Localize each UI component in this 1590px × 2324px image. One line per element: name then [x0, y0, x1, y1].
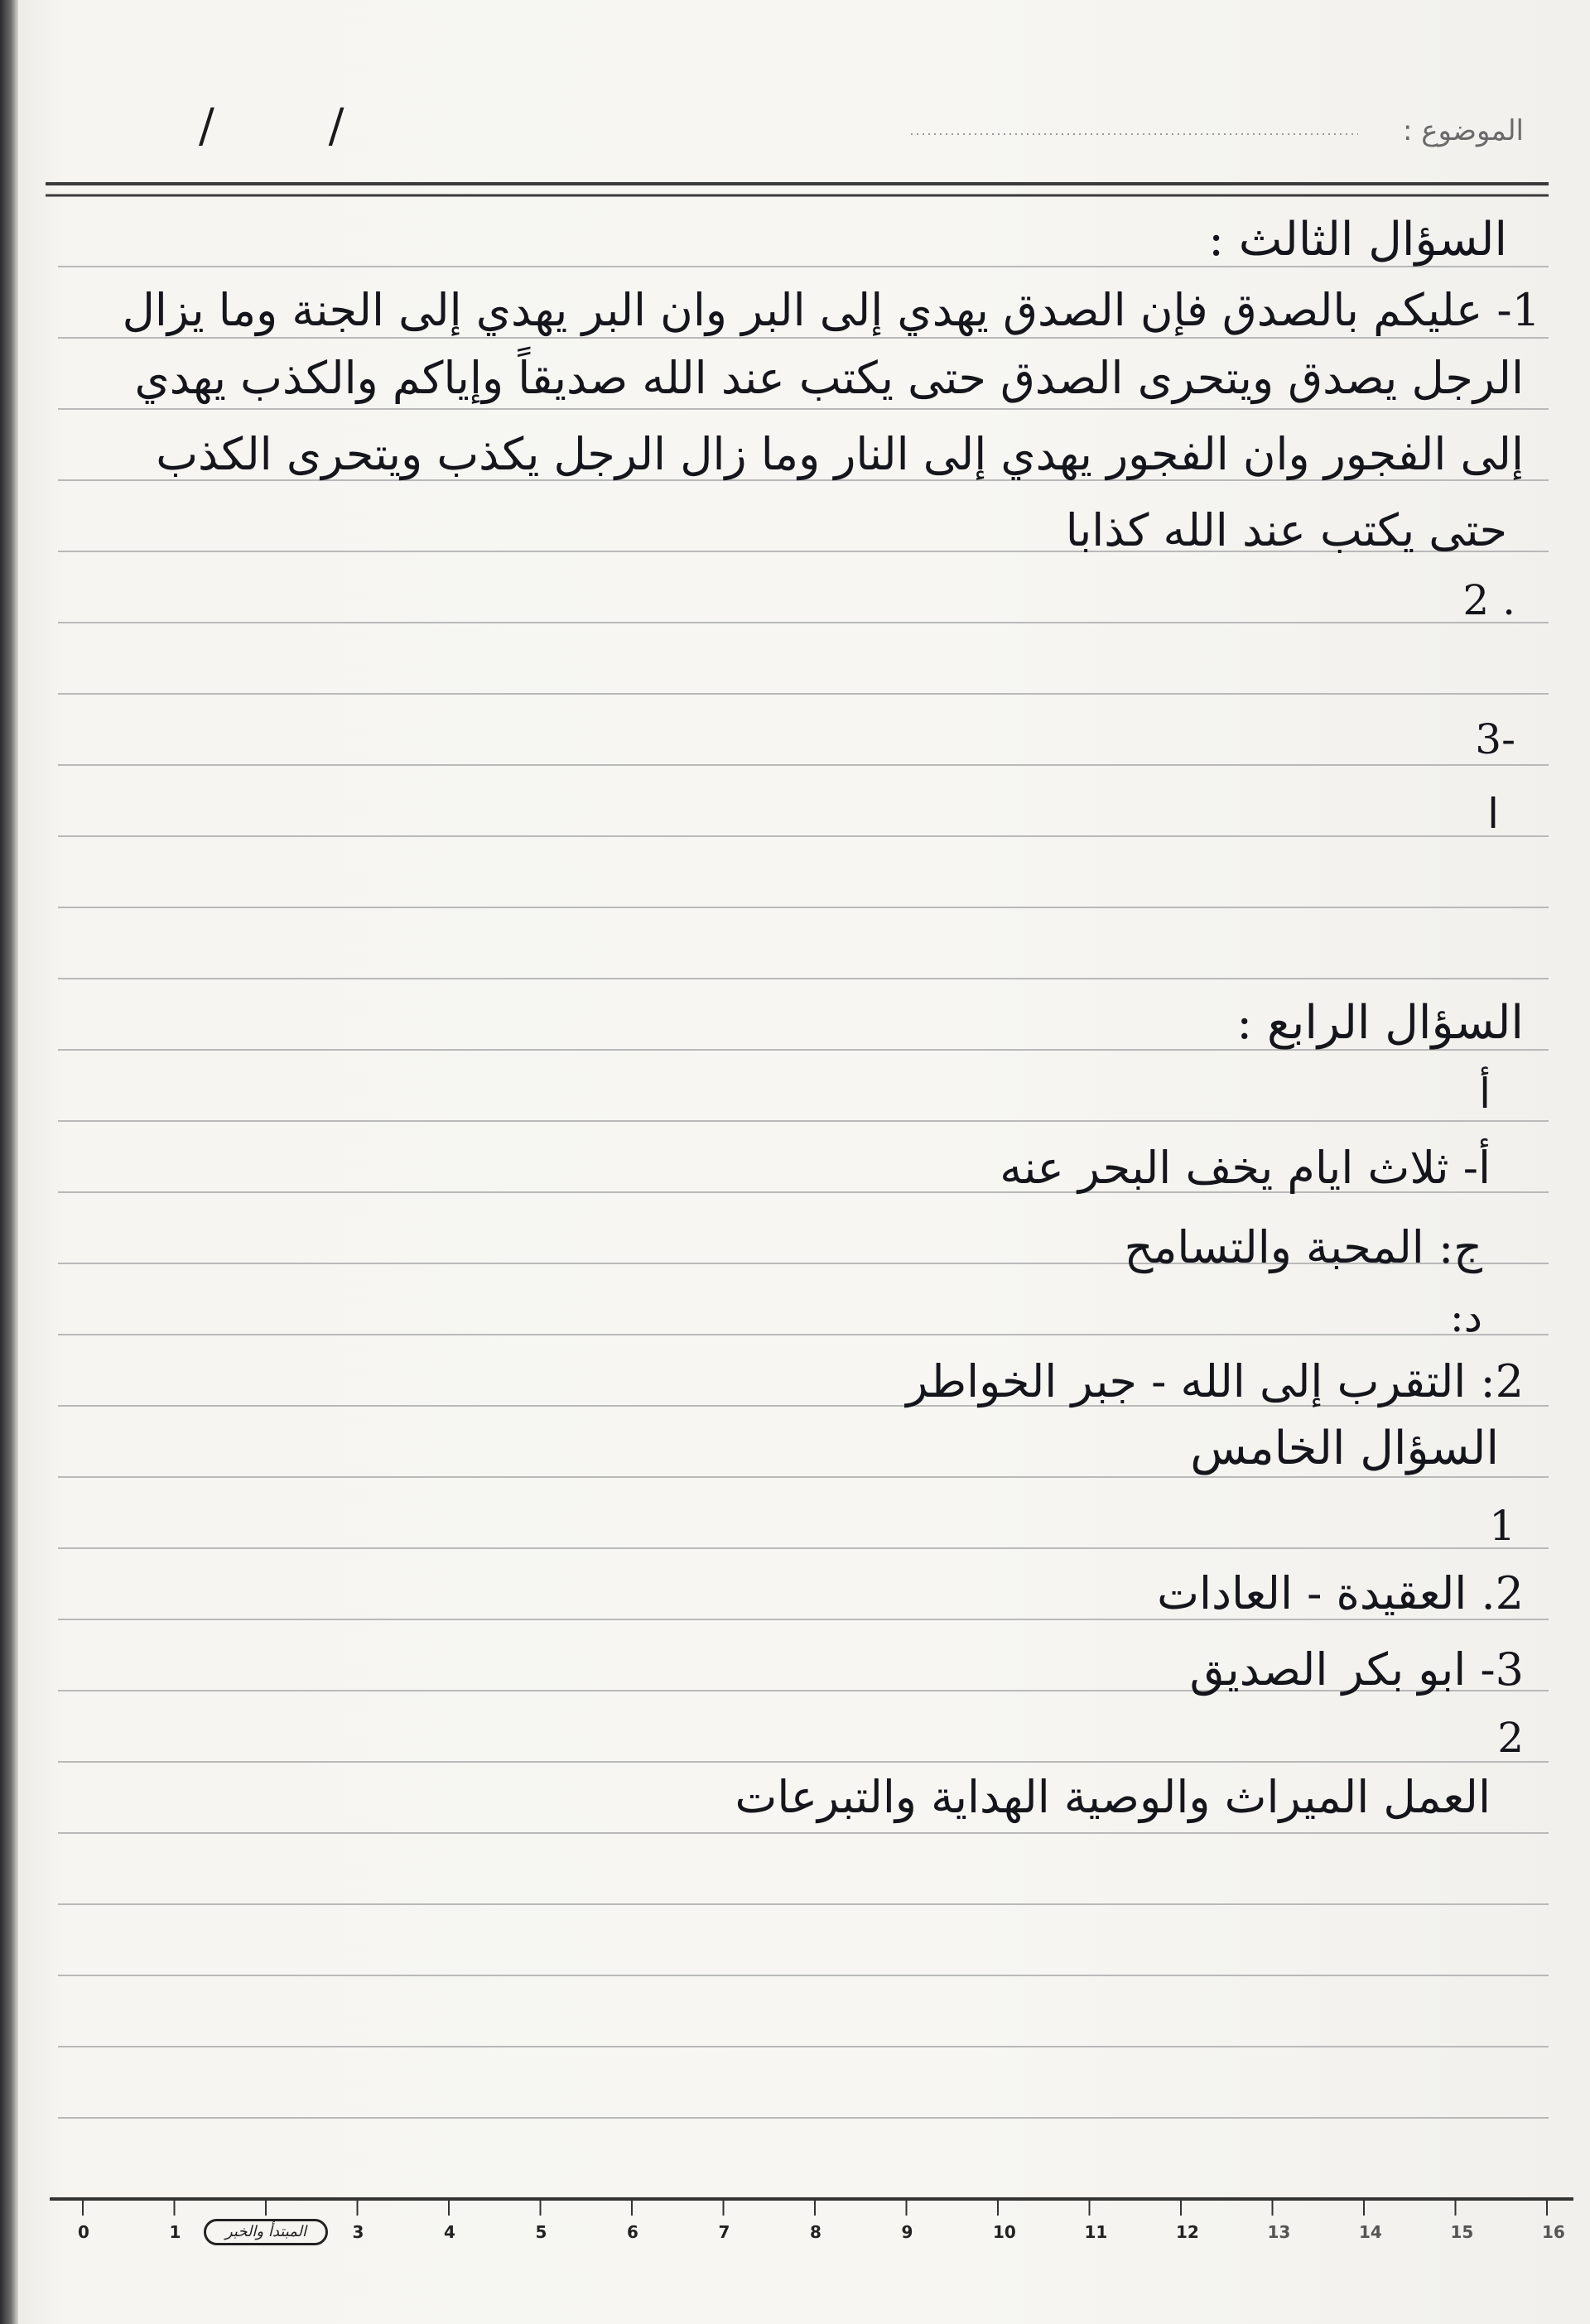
q5-title: السؤال الخامس [1190, 1422, 1499, 1475]
ruler-number: 3 [352, 2222, 364, 2242]
ruler-number: 5 [535, 2222, 547, 2242]
q4-item-a-top: أ [1479, 1070, 1491, 1118]
ruler-number: 10 [993, 2222, 1016, 2242]
q4-item-a: أ- ثلاث ايام يخف البحر عنه [1000, 1142, 1491, 1194]
ruler-number: 11 [1084, 2222, 1108, 2242]
q5-part2: 2 [1497, 1714, 1524, 1762]
ruler-number: 8 [810, 2222, 822, 2242]
q3-answer1-line2: الرجل يصدق ويتحرى الصدق حتى يكتب عند الله صديقاً وإياكم والكذب يهدي [134, 352, 1524, 404]
ruler-number: 4 [444, 2222, 455, 2242]
brand-logo: المبتدأ والخبر [204, 2219, 328, 2245]
q5-item1: 1 [1489, 1502, 1515, 1550]
q4-item2: 2: التقرب إلى الله - جبر الخواطر [906, 1355, 1524, 1407]
q3-answer1-line4: حتى يكتب عند الله كذابا [1065, 504, 1507, 556]
ruler-number: 15 [1450, 2222, 1474, 2242]
q3-item3a: ا [1487, 790, 1499, 838]
ruler-number: 16 [1542, 2222, 1565, 2242]
q4-title: السؤال الرابع : [1236, 996, 1524, 1050]
ruler-number: 12 [1176, 2222, 1199, 2242]
q3-title: السؤال الثالث : [1208, 213, 1507, 267]
q5-part2-line: العمل الميراث والوصية الهداية والتبرعات [735, 1771, 1491, 1823]
ruler-number: 6 [627, 2222, 638, 2242]
q3-item3: -3 [1475, 715, 1515, 763]
q5-item2: 2. العقيدة - العادات [1157, 1567, 1524, 1619]
ruler-number: 9 [901, 2222, 913, 2242]
ruler-number: 1 [169, 2222, 181, 2242]
q3-item2: . 2 [1462, 576, 1515, 624]
ruler-number: 0 [78, 2222, 89, 2242]
q3-answer1-line3: إلى الفجور وان الفجور يهدي إلى النار وما زال الرجل يكذب ويتحرى الكذب [156, 428, 1524, 480]
ruler-number: 14 [1359, 2222, 1382, 2242]
ruler-number: 13 [1267, 2222, 1291, 2242]
subject-label: الموضوع : [1402, 114, 1524, 147]
date-field: / / [199, 99, 394, 153]
q5-item3: 3- ابو بكر الصديق [1189, 1643, 1524, 1696]
q4-item-j: ج: المحبة والتسامح [1124, 1221, 1482, 1273]
ruler-number: 7 [718, 2222, 730, 2242]
q3-answer1-line1: 1- عليكم بالصدق فإن الصدق يهدي إلى البر وان البر يهدي إلى الجنة وما يزال [122, 284, 1540, 336]
q4-item-d: د: [1449, 1293, 1482, 1341]
